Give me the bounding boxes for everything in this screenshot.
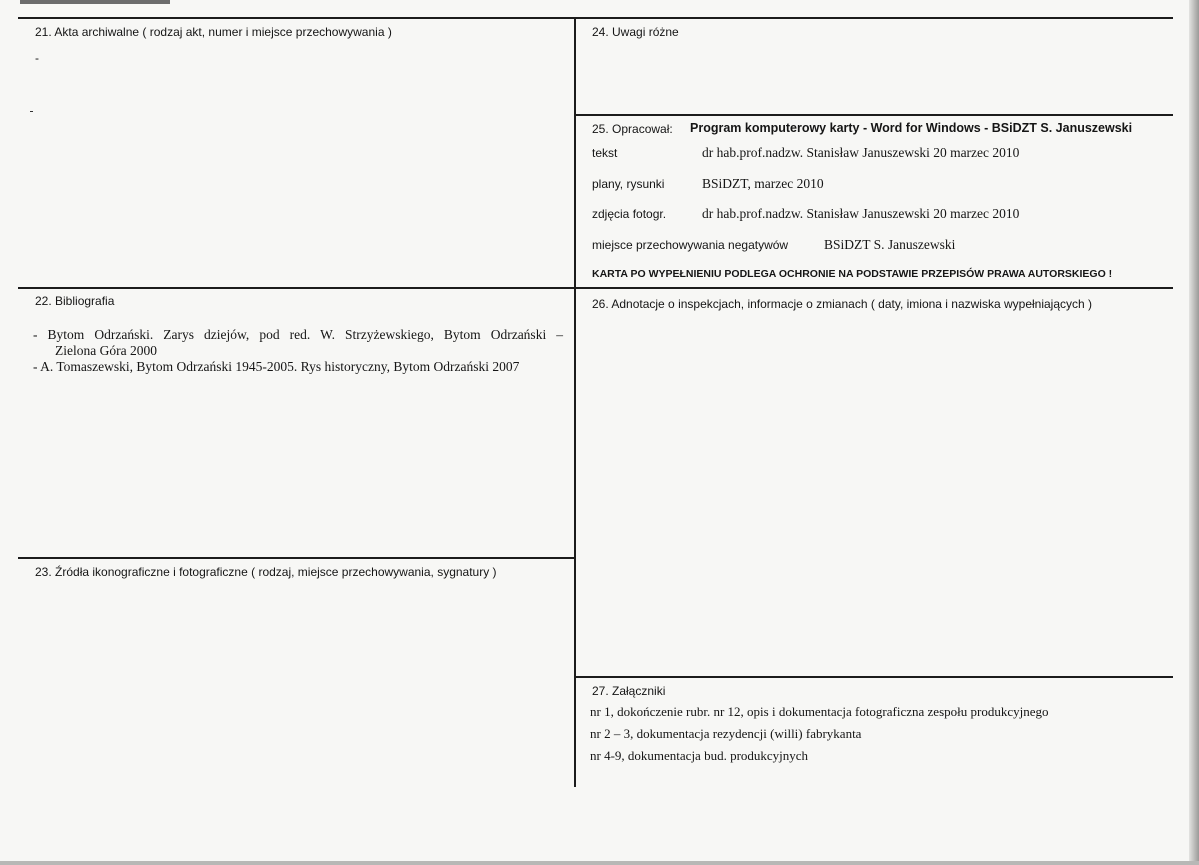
rule-middle <box>18 287 1173 289</box>
attachment-item: nr 4-9, dokumentacja bud. produkcyjnych <box>590 748 809 763</box>
authors-photos-value: dr hab.prof.nadzw. Stanisław Januszewski 20 marzec 2010 <box>702 206 1020 221</box>
bibliography-item-line: Zielona Góra 2000 <box>55 343 157 358</box>
section-22-label: 22. Bibliografia <box>35 294 115 308</box>
top-rule <box>18 17 1173 19</box>
section-27-label: 27. Załączniki <box>592 684 666 698</box>
bibliography-item-line: - Bytom Odrzański. Zarys dziejów, pod red. W. Strzyżewskiego, Bytom Odrzański – <box>33 327 563 342</box>
bibliography-item-line: - A. Tomaszewski, Bytom Odrzański 1945-2005. Rys historyczny, Bytom Odrzański 2007 <box>33 359 520 374</box>
section-24-label: 24. Uwagi różne <box>592 25 679 39</box>
authors-text-value: dr hab.prof.nadzw. Stanisław Januszewski 20 marzec 2010 <box>702 145 1020 160</box>
bibliography-list <box>33 327 563 375</box>
scan-speck <box>30 111 33 112</box>
bibliography-item <box>33 359 563 375</box>
authors-plans-value: BSiDZT, marzec 2010 <box>702 176 824 191</box>
rule-24-25 <box>576 114 1173 116</box>
section-21-dash: - <box>35 51 39 65</box>
attachment-item: nr 2 – 3, dokumentacja rezydencji (willi) fabrykanta <box>590 726 862 741</box>
scan-mark <box>20 0 170 4</box>
attachment-item: nr 1, dokończenie rubr. nr 12, opis i dokumentacja fotograficzna zespołu produkcyjnego <box>590 704 1049 719</box>
authors-plans-label: plany, rysunki <box>592 177 665 191</box>
section-25-program: Program komputerowy karty - Word for Windows - BSiDZT S. Januszewski <box>690 121 1133 135</box>
rule-22-23 <box>18 557 574 559</box>
center-divider <box>574 17 576 787</box>
section-23-label: 23. Źródła ikonograficzne i fotograficzne ( rodzaj, miejsce przechowywania, sygnatury ) <box>35 565 497 579</box>
scan-edge-right <box>1189 0 1199 865</box>
copyright-notice: KARTA PO WYPEŁNIENIU PODLEGA OCHRONIE NA PODSTAWIE PRZEPISÓW PRAWA AUTORSKIEGO ! <box>592 268 1113 280</box>
bibliography-item <box>33 327 563 359</box>
section-26-label: 26. Adnotacje o inspekcjach, informacje o zmianach ( daty, imiona i nazwiska wypełniających ) <box>592 297 1093 311</box>
negatives-location-label: miejsce przechowywania negatywów <box>592 238 789 252</box>
section-25-label: 25. Opracował: <box>592 122 673 136</box>
section-21-label: 21. Akta archiwalne ( rodzaj akt, numer i miejsce przechowywania ) <box>35 25 392 39</box>
negatives-location-value: BSiDZT S. Januszewski <box>824 237 956 252</box>
authors-photos-label: zdjęcia fotogr. <box>592 207 667 221</box>
authors-text-label: tekst <box>592 146 618 160</box>
scan-edge-bottom <box>0 861 1199 865</box>
rule-26-27 <box>576 676 1173 678</box>
